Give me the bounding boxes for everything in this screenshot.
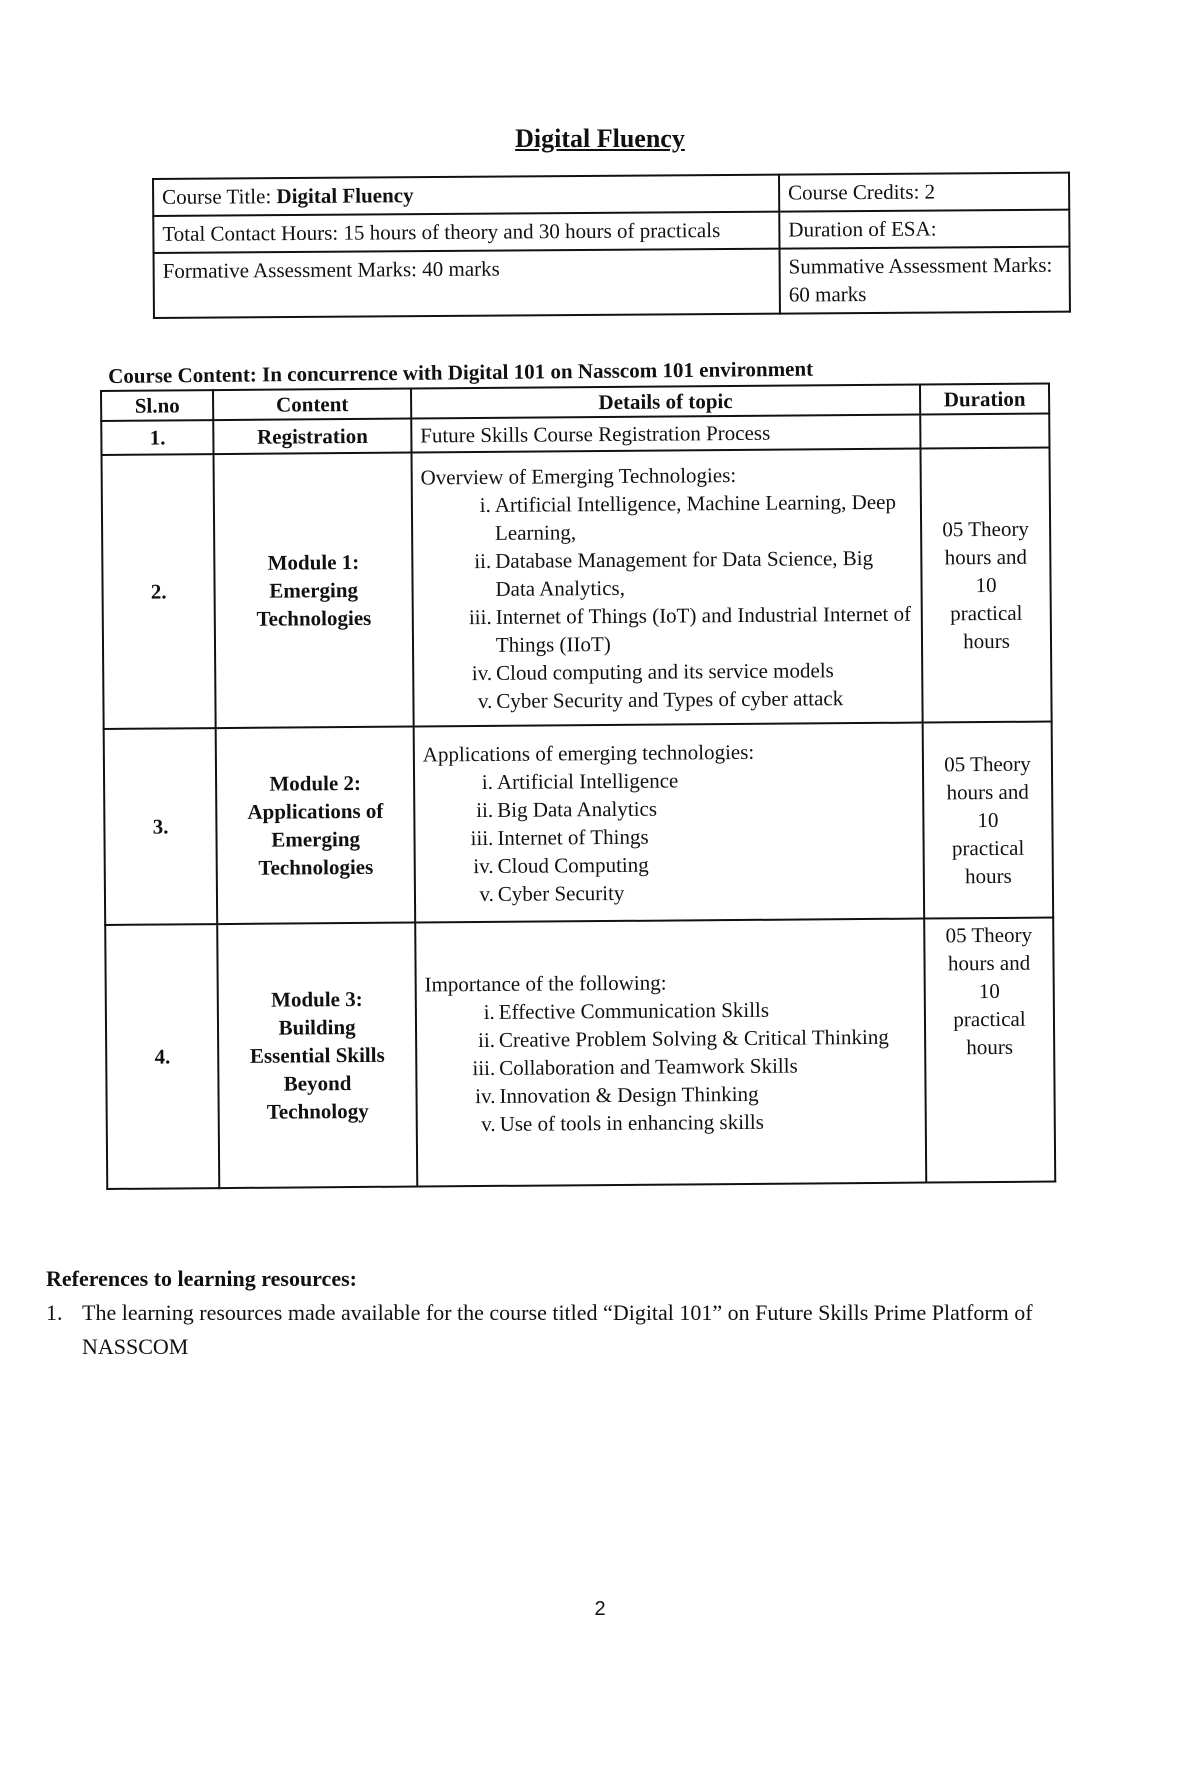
- topic-text: Big Data Analytics: [497, 796, 658, 822]
- course-content-heading: Course Content: In concurrence with Digital 101 on Nasscom 101 environment: [108, 356, 814, 388]
- topic-list: [425, 995, 917, 1139]
- row-content: Module 3: Building Essential Skills Beyond Technology: [218, 923, 418, 1189]
- topic-item: [425, 995, 916, 1027]
- topic-item: [421, 488, 913, 548]
- header-content: Content: [213, 389, 411, 421]
- reference-text: The learning resources made available for the course titled “Digital 101” on Future Skills Prime Platform of NASSCOM: [82, 1300, 1033, 1359]
- topic-item: [425, 1051, 916, 1083]
- topic-item: [425, 1023, 916, 1055]
- row-slno: 3.: [104, 728, 218, 925]
- row-details: [411, 449, 922, 727]
- row-details: [411, 415, 920, 453]
- topic-text: Artificial Intelligence, Machine Learning, Deep Learning,: [494, 489, 897, 545]
- row-duration: 05 Theory hours and 10 practical hours: [924, 918, 1055, 1183]
- topic-item: [423, 765, 914, 797]
- topic-text: Cyber Security: [497, 880, 625, 906]
- topic-text: Artificial Intelligence: [496, 768, 679, 794]
- table-body: [101, 414, 1055, 1189]
- topic-text: Cloud Computing: [497, 852, 649, 878]
- references-heading: References to learning resources:: [46, 1266, 357, 1291]
- topic-list: [423, 765, 915, 909]
- topic-number: iv.: [471, 660, 493, 686]
- header-slno: Sl.no: [101, 390, 214, 421]
- course-title-cell: [153, 175, 779, 216]
- header-details: Details of topic: [411, 385, 920, 419]
- esa-duration-cell: Duration of ESA:: [779, 210, 1069, 249]
- topic-text: Collaboration and Teamwork Skills: [499, 1053, 798, 1080]
- topic-text: Innovation & Design Thinking: [499, 1081, 759, 1108]
- course-info-table: [152, 172, 1071, 319]
- topic-text: Internet of Things (IoT) and Industrial Internet of Things (IIoT): [495, 601, 912, 657]
- topic-number: ii.: [474, 548, 492, 574]
- topic-text: Database Management for Data Science, Big Data Analytics,: [495, 545, 874, 601]
- topic-number: v.: [477, 688, 493, 714]
- topic-number: iv.: [473, 853, 494, 879]
- reference-item: [46, 1296, 1086, 1364]
- page-number: 2: [594, 1598, 606, 1620]
- topic-number: iii.: [470, 825, 494, 851]
- topic-text: Cloud computing and its service models: [495, 658, 834, 685]
- topic-item: [424, 877, 915, 909]
- topic-item: [421, 544, 913, 604]
- row-details: [415, 919, 926, 1187]
- topic-text: Creative Problem Solving & Critical Thinking: [498, 1024, 889, 1052]
- row-content: Registration: [214, 419, 412, 455]
- details-intro: Applications of emerging technologies:: [422, 739, 755, 767]
- row-duration: 05 Theory hours and 10 practical hours: [923, 722, 1054, 919]
- topic-number: iv.: [475, 1083, 496, 1109]
- row-content: Module 2: Applications of Emerging Technologies: [216, 727, 415, 925]
- topic-item: [426, 1107, 917, 1139]
- topic-number: iii.: [472, 1055, 496, 1081]
- row-duration: 05 Theory hours and 10 practical hours: [921, 448, 1052, 723]
- topic-text: Internet of Things: [497, 824, 649, 850]
- topic-number: i.: [481, 769, 494, 795]
- row-slno: 4.: [105, 924, 219, 1189]
- topic-item: [423, 793, 914, 825]
- topic-text: Use of tools in enhancing skills: [499, 1109, 764, 1136]
- course-info-row: [154, 247, 1070, 318]
- formative-assessment-cell: Formative Assessment Marks: 40 marks: [154, 249, 780, 318]
- topic-item: [422, 684, 913, 716]
- row-content: Module 1: Emerging Technologies: [214, 453, 414, 729]
- course-content-table: [100, 383, 1056, 1190]
- topic-number: v.: [479, 881, 494, 907]
- topic-number: i.: [483, 999, 495, 1025]
- topic-number: ii.: [476, 797, 494, 823]
- contact-hours-cell: Total Contact Hours: 15 hours of theory and 30 hours of practicals: [153, 212, 779, 253]
- topic-item: [422, 600, 914, 660]
- row-slno: 1.: [101, 420, 214, 455]
- topic-number: ii.: [477, 1027, 496, 1053]
- topic-number: iii.: [468, 604, 492, 630]
- summative-assessment-cell: Summative Assessment Marks: 60 marks: [780, 247, 1070, 314]
- topic-item: [424, 849, 915, 881]
- details-intro: Overview of Emerging Technologies:: [420, 463, 737, 490]
- topic-item: [422, 656, 913, 688]
- table-row: [102, 448, 1052, 729]
- course-title-value: Digital Fluency: [276, 183, 414, 209]
- course-info-row: [153, 173, 1069, 216]
- table-row: [105, 918, 1055, 1189]
- details-intro: Importance of the following:: [424, 970, 667, 997]
- course-info-row: [153, 210, 1069, 253]
- topic-item: [423, 821, 914, 853]
- row-slno: 2.: [102, 454, 216, 729]
- course-title-label: Course Title:: [162, 184, 272, 209]
- row-duration: [920, 414, 1049, 449]
- topic-item: [425, 1079, 916, 1111]
- topic-text: Cyber Security and Types of cyber attack: [496, 686, 844, 713]
- row-details: [414, 723, 925, 923]
- topic-text: Effective Communication Skills: [498, 997, 770, 1024]
- topic-number: i.: [479, 492, 491, 518]
- topic-list: [421, 488, 914, 716]
- details-intro: Future Skills Course Registration Process: [420, 420, 771, 448]
- topic-number: v.: [481, 1111, 496, 1137]
- reference-number: 1.: [46, 1300, 63, 1325]
- header-duration: Duration: [920, 384, 1049, 415]
- course-credits-cell: Course Credits: 2: [779, 173, 1069, 212]
- table-row: [104, 722, 1054, 925]
- page-title: Digital Fluency: [515, 124, 685, 153]
